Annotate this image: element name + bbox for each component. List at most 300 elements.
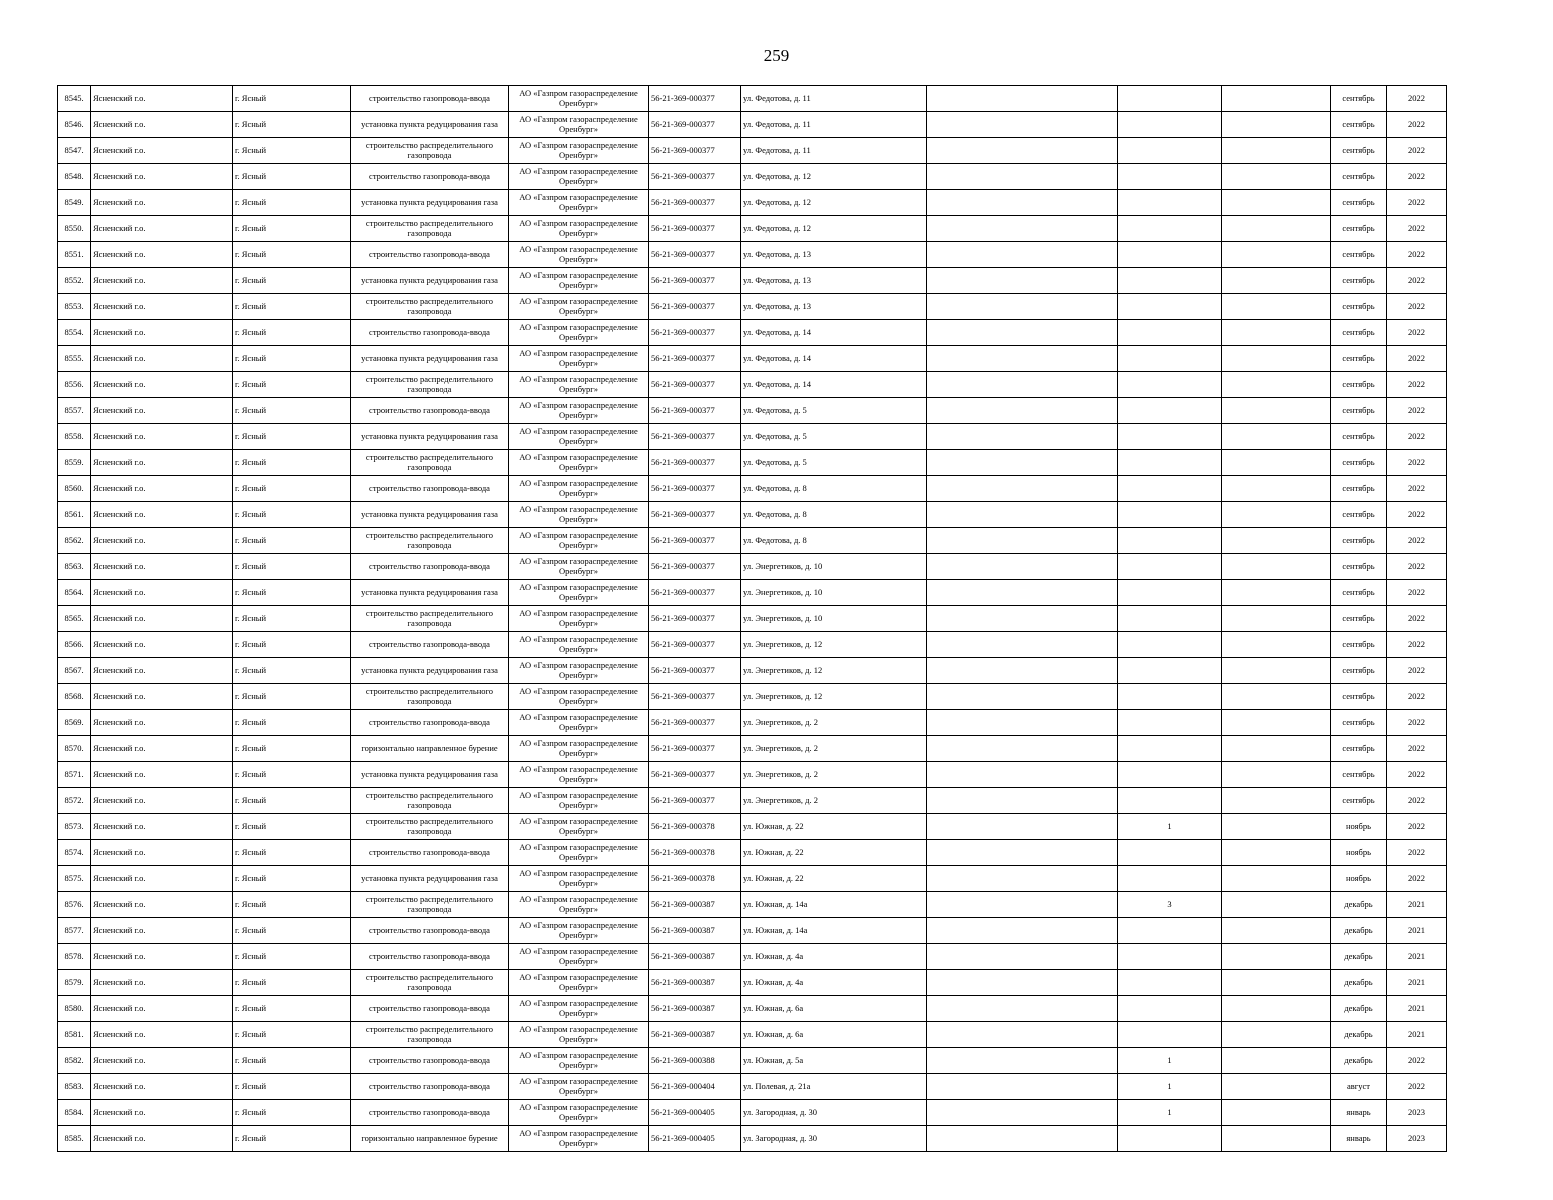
count-cell <box>1118 216 1222 242</box>
table-row <box>58 372 1447 398</box>
registration-number-cell: 56-21-369-000377 <box>649 242 741 268</box>
city-cell: г. Ясный <box>233 164 351 190</box>
empty-cell <box>927 892 1118 918</box>
address-cell: ул. Федотова, д. 5 <box>741 424 927 450</box>
count-cell: 1 <box>1118 1074 1222 1100</box>
row-number-cell: 8569. <box>58 710 91 736</box>
year-cell: 2022 <box>1387 346 1447 372</box>
address-cell: ул. Федотова, д. 12 <box>741 216 927 242</box>
organization-cell: АО «Газпром газораспределение Оренбург» <box>509 814 649 840</box>
month-cell: сентябрь <box>1331 424 1387 450</box>
page-number: 259 <box>763 46 790 65</box>
year-cell: 2022 <box>1387 554 1447 580</box>
organization-cell: АО «Газпром газораспределение Оренбург» <box>509 294 649 320</box>
year-cell: 2022 <box>1387 424 1447 450</box>
city-cell: г. Ясный <box>233 346 351 372</box>
table-row <box>58 346 1447 372</box>
organization-cell: АО «Газпром газораспределение Оренбург» <box>509 528 649 554</box>
year-cell: 2021 <box>1387 996 1447 1022</box>
district-cell: Ясненский г.о. <box>91 424 233 450</box>
table-row <box>58 580 1447 606</box>
empty-cell <box>1222 424 1331 450</box>
organization-cell: АО «Газпром газораспределение Оренбург» <box>509 398 649 424</box>
work-type-cell: строительство газопровода-ввода <box>351 1048 509 1074</box>
year-cell: 2021 <box>1387 1022 1447 1048</box>
address-cell: ул. Федотова, д. 12 <box>741 190 927 216</box>
row-number-cell: 8570. <box>58 736 91 762</box>
registration-number-cell: 56-21-369-000377 <box>649 320 741 346</box>
organization-cell: АО «Газпром газораспределение Оренбург» <box>509 268 649 294</box>
address-cell: ул. Южная, д. 6а <box>741 996 927 1022</box>
empty-cell <box>927 554 1118 580</box>
organization-cell: АО «Газпром газораспределение Оренбург» <box>509 450 649 476</box>
table-row <box>58 216 1447 242</box>
table-row <box>58 814 1447 840</box>
year-cell: 2022 <box>1387 476 1447 502</box>
organization-cell: АО «Газпром газораспределение Оренбург» <box>509 1126 649 1152</box>
empty-cell <box>1222 918 1331 944</box>
month-cell: август <box>1331 1074 1387 1100</box>
registration-number-cell: 56-21-369-000377 <box>649 86 741 112</box>
table-row <box>58 164 1447 190</box>
count-cell <box>1118 580 1222 606</box>
registration-number-cell: 56-21-369-000387 <box>649 944 741 970</box>
district-cell: Ясненский г.о. <box>91 1022 233 1048</box>
empty-cell <box>1222 632 1331 658</box>
work-type-cell: установка пункта редуцирования газа <box>351 424 509 450</box>
count-cell: 3 <box>1118 892 1222 918</box>
district-cell: Ясненский г.о. <box>91 684 233 710</box>
count-cell <box>1118 190 1222 216</box>
address-cell: ул. Федотова, д. 5 <box>741 398 927 424</box>
work-type-cell: установка пункта редуцирования газа <box>351 762 509 788</box>
organization-cell: АО «Газпром газораспределение Оренбург» <box>509 996 649 1022</box>
city-cell: г. Ясный <box>233 1022 351 1048</box>
work-type-cell: строительство газопровода-ввода <box>351 476 509 502</box>
year-cell: 2022 <box>1387 86 1447 112</box>
table-row <box>58 632 1447 658</box>
empty-cell <box>1222 476 1331 502</box>
row-number-cell: 8548. <box>58 164 91 190</box>
month-cell: сентябрь <box>1331 788 1387 814</box>
address-cell: ул. Энергетиков, д. 10 <box>741 580 927 606</box>
empty-cell <box>927 1048 1118 1074</box>
district-cell: Ясненский г.о. <box>91 346 233 372</box>
empty-cell <box>1222 346 1331 372</box>
organization-cell: АО «Газпром газораспределение Оренбург» <box>509 372 649 398</box>
year-cell: 2023 <box>1387 1100 1447 1126</box>
empty-cell <box>927 190 1118 216</box>
address-cell: ул. Федотова, д. 8 <box>741 528 927 554</box>
month-cell: сентябрь <box>1331 762 1387 788</box>
district-cell: Ясненский г.о. <box>91 762 233 788</box>
organization-cell: АО «Газпром газораспределение Оренбург» <box>509 710 649 736</box>
count-cell <box>1118 684 1222 710</box>
registration-number-cell: 56-21-369-000377 <box>649 268 741 294</box>
city-cell: г. Ясный <box>233 866 351 892</box>
work-type-cell: горизонтально направленное бурение <box>351 736 509 762</box>
district-cell: Ясненский г.о. <box>91 1048 233 1074</box>
month-cell: ноябрь <box>1331 866 1387 892</box>
empty-cell <box>1222 554 1331 580</box>
year-cell: 2022 <box>1387 320 1447 346</box>
city-cell: г. Ясный <box>233 1048 351 1074</box>
table-row <box>58 944 1447 970</box>
empty-cell <box>1222 320 1331 346</box>
district-cell: Ясненский г.о. <box>91 866 233 892</box>
city-cell: г. Ясный <box>233 658 351 684</box>
district-cell: Ясненский г.о. <box>91 814 233 840</box>
row-number-cell: 8553. <box>58 294 91 320</box>
organization-cell: АО «Газпром газораспределение Оренбург» <box>509 502 649 528</box>
empty-cell <box>927 242 1118 268</box>
row-number-cell: 8564. <box>58 580 91 606</box>
registration-number-cell: 56-21-369-000377 <box>649 346 741 372</box>
registration-number-cell: 56-21-369-000405 <box>649 1126 741 1152</box>
row-number-cell: 8571. <box>58 762 91 788</box>
row-number-cell: 8560. <box>58 476 91 502</box>
table-body <box>58 86 1447 1152</box>
address-cell: ул. Загородная, д. 30 <box>741 1126 927 1152</box>
address-cell: ул. Федотова, д. 11 <box>741 86 927 112</box>
city-cell: г. Ясный <box>233 398 351 424</box>
empty-cell <box>1222 372 1331 398</box>
empty-cell <box>1222 970 1331 996</box>
year-cell: 2021 <box>1387 892 1447 918</box>
row-number-cell: 8574. <box>58 840 91 866</box>
work-type-cell: строительство распределительного газопровода <box>351 528 509 554</box>
count-cell <box>1118 268 1222 294</box>
organization-cell: АО «Газпром газораспределение Оренбург» <box>509 190 649 216</box>
year-cell: 2022 <box>1387 710 1447 736</box>
organization-cell: АО «Газпром газораспределение Оренбург» <box>509 762 649 788</box>
row-number-cell: 8551. <box>58 242 91 268</box>
month-cell: сентябрь <box>1331 398 1387 424</box>
registration-number-cell: 56-21-369-000377 <box>649 684 741 710</box>
city-cell: г. Ясный <box>233 450 351 476</box>
month-cell: январь <box>1331 1126 1387 1152</box>
registration-number-cell: 56-21-369-000377 <box>649 554 741 580</box>
month-cell: декабрь <box>1331 970 1387 996</box>
organization-cell: АО «Газпром газораспределение Оренбург» <box>509 736 649 762</box>
empty-cell <box>927 814 1118 840</box>
year-cell: 2023 <box>1387 1126 1447 1152</box>
count-cell <box>1118 138 1222 164</box>
table-row <box>58 970 1447 996</box>
year-cell: 2022 <box>1387 190 1447 216</box>
year-cell: 2022 <box>1387 1048 1447 1074</box>
empty-cell <box>1222 788 1331 814</box>
table-row <box>58 86 1447 112</box>
count-cell <box>1118 476 1222 502</box>
work-type-cell: установка пункта редуцирования газа <box>351 866 509 892</box>
empty-cell <box>927 294 1118 320</box>
count-cell <box>1118 918 1222 944</box>
registration-number-cell: 56-21-369-000377 <box>649 606 741 632</box>
count-cell <box>1118 944 1222 970</box>
organization-cell: АО «Газпром газораспределение Оренбург» <box>509 346 649 372</box>
organization-cell: АО «Газпром газораспределение Оренбург» <box>509 658 649 684</box>
month-cell: ноябрь <box>1331 840 1387 866</box>
organization-cell: АО «Газпром газораспределение Оренбург» <box>509 476 649 502</box>
empty-cell <box>1222 242 1331 268</box>
empty-cell <box>927 424 1118 450</box>
address-cell: ул. Федотова, д. 5 <box>741 450 927 476</box>
district-cell: Ясненский г.о. <box>91 112 233 138</box>
district-cell: Ясненский г.о. <box>91 164 233 190</box>
registration-number-cell: 56-21-369-000377 <box>649 138 741 164</box>
count-cell <box>1118 242 1222 268</box>
month-cell: сентябрь <box>1331 372 1387 398</box>
city-cell: г. Ясный <box>233 502 351 528</box>
month-cell: сентябрь <box>1331 684 1387 710</box>
organization-cell: АО «Газпром газораспределение Оренбург» <box>509 1074 649 1100</box>
row-number-cell: 8563. <box>58 554 91 580</box>
district-cell: Ясненский г.о. <box>91 996 233 1022</box>
count-cell <box>1118 372 1222 398</box>
table-row <box>58 476 1447 502</box>
row-number-cell: 8547. <box>58 138 91 164</box>
address-cell: ул. Энергетиков, д. 2 <box>741 788 927 814</box>
district-cell: Ясненский г.о. <box>91 528 233 554</box>
work-type-cell: строительство распределительного газопровода <box>351 606 509 632</box>
table-row <box>58 242 1447 268</box>
row-number-cell: 8581. <box>58 1022 91 1048</box>
registration-number-cell: 56-21-369-000378 <box>649 840 741 866</box>
registration-number-cell: 56-21-369-000377 <box>649 710 741 736</box>
count-cell: 1 <box>1118 1048 1222 1074</box>
empty-cell <box>927 398 1118 424</box>
organization-cell: АО «Газпром газораспределение Оренбург» <box>509 970 649 996</box>
registration-number-cell: 56-21-369-000377 <box>649 398 741 424</box>
organization-cell: АО «Газпром газораспределение Оренбург» <box>509 944 649 970</box>
month-cell: сентябрь <box>1331 736 1387 762</box>
address-cell: ул. Энергетиков, д. 12 <box>741 684 927 710</box>
month-cell: сентябрь <box>1331 294 1387 320</box>
city-cell: г. Ясный <box>233 216 351 242</box>
address-cell: ул. Энергетиков, д. 2 <box>741 736 927 762</box>
empty-cell <box>1222 1126 1331 1152</box>
city-cell: г. Ясный <box>233 814 351 840</box>
district-cell: Ясненский г.о. <box>91 736 233 762</box>
organization-cell: АО «Газпром газораспределение Оренбург» <box>509 554 649 580</box>
registration-number-cell: 56-21-369-000377 <box>649 164 741 190</box>
district-cell: Ясненский г.о. <box>91 840 233 866</box>
district-cell: Ясненский г.о. <box>91 970 233 996</box>
organization-cell: АО «Газпром газораспределение Оренбург» <box>509 164 649 190</box>
district-cell: Ясненский г.о. <box>91 892 233 918</box>
work-type-cell: строительство распределительного газопровода <box>351 450 509 476</box>
row-number-cell: 8558. <box>58 424 91 450</box>
month-cell: сентябрь <box>1331 710 1387 736</box>
registration-number-cell: 56-21-369-000405 <box>649 1100 741 1126</box>
city-cell: г. Ясный <box>233 944 351 970</box>
year-cell: 2022 <box>1387 580 1447 606</box>
row-number-cell: 8557. <box>58 398 91 424</box>
table-row <box>58 684 1447 710</box>
row-number-cell: 8583. <box>58 1074 91 1100</box>
table-row <box>58 554 1447 580</box>
registration-number-cell: 56-21-369-000378 <box>649 814 741 840</box>
month-cell: сентябрь <box>1331 320 1387 346</box>
registration-number-cell: 56-21-369-000378 <box>649 866 741 892</box>
table-row <box>58 138 1447 164</box>
month-cell: сентябрь <box>1331 216 1387 242</box>
work-type-cell: установка пункта редуцирования газа <box>351 346 509 372</box>
district-cell: Ясненский г.о. <box>91 320 233 346</box>
year-cell: 2022 <box>1387 450 1447 476</box>
organization-cell: АО «Газпром газораспределение Оренбург» <box>509 1100 649 1126</box>
address-cell: ул. Федотова, д. 8 <box>741 476 927 502</box>
registration-number-cell: 56-21-369-000377 <box>649 112 741 138</box>
district-cell: Ясненский г.о. <box>91 1074 233 1100</box>
empty-cell <box>1222 710 1331 736</box>
empty-cell <box>927 216 1118 242</box>
city-cell: г. Ясный <box>233 190 351 216</box>
count-cell: 1 <box>1118 1100 1222 1126</box>
table-row <box>58 866 1447 892</box>
work-type-cell: строительство распределительного газопровода <box>351 684 509 710</box>
year-cell: 2022 <box>1387 762 1447 788</box>
work-type-cell: строительство газопровода-ввода <box>351 944 509 970</box>
table-row <box>58 710 1447 736</box>
year-cell: 2022 <box>1387 502 1447 528</box>
district-cell: Ясненский г.о. <box>91 216 233 242</box>
city-cell: г. Ясный <box>233 632 351 658</box>
year-cell: 2022 <box>1387 736 1447 762</box>
organization-cell: АО «Газпром газораспределение Оренбург» <box>509 320 649 346</box>
organization-cell: АО «Газпром газораспределение Оренбург» <box>509 1022 649 1048</box>
table-row <box>58 502 1447 528</box>
district-cell: Ясненский г.о. <box>91 944 233 970</box>
empty-cell <box>1222 1048 1331 1074</box>
district-cell: Ясненский г.о. <box>91 138 233 164</box>
count-cell <box>1118 788 1222 814</box>
table-row <box>58 294 1447 320</box>
city-cell: г. Ясный <box>233 996 351 1022</box>
district-cell: Ясненский г.о. <box>91 710 233 736</box>
month-cell: сентябрь <box>1331 138 1387 164</box>
table-row <box>58 918 1447 944</box>
year-cell: 2022 <box>1387 294 1447 320</box>
month-cell: сентябрь <box>1331 658 1387 684</box>
count-cell <box>1118 450 1222 476</box>
month-cell: сентябрь <box>1331 242 1387 268</box>
work-type-cell: строительство газопровода-ввода <box>351 398 509 424</box>
year-cell: 2022 <box>1387 814 1447 840</box>
row-number-cell: 8584. <box>58 1100 91 1126</box>
empty-cell <box>927 528 1118 554</box>
month-cell: сентябрь <box>1331 450 1387 476</box>
address-cell: ул. Южная, д. 6а <box>741 1022 927 1048</box>
address-cell: ул. Южная, д. 22 <box>741 814 927 840</box>
table-row <box>58 112 1447 138</box>
address-cell: ул. Полевая, д. 21а <box>741 1074 927 1100</box>
address-cell: ул. Федотова, д. 13 <box>741 242 927 268</box>
registration-number-cell: 56-21-369-000377 <box>649 372 741 398</box>
empty-cell <box>1222 1100 1331 1126</box>
empty-cell <box>927 346 1118 372</box>
year-cell: 2022 <box>1387 866 1447 892</box>
address-cell: ул. Южная, д. 22 <box>741 840 927 866</box>
empty-cell <box>1222 398 1331 424</box>
district-cell: Ясненский г.о. <box>91 450 233 476</box>
registration-number-cell: 56-21-369-000377 <box>649 216 741 242</box>
month-cell: сентябрь <box>1331 528 1387 554</box>
table-row <box>58 996 1447 1022</box>
month-cell: ноябрь <box>1331 814 1387 840</box>
work-type-cell: строительство газопровода-ввода <box>351 918 509 944</box>
empty-cell <box>1222 112 1331 138</box>
count-cell <box>1118 502 1222 528</box>
address-cell: ул. Федотова, д. 14 <box>741 346 927 372</box>
address-cell: ул. Федотова, д. 11 <box>741 138 927 164</box>
empty-cell <box>1222 190 1331 216</box>
empty-cell <box>927 1100 1118 1126</box>
registration-number-cell: 56-21-369-000387 <box>649 1022 741 1048</box>
empty-cell <box>1222 1074 1331 1100</box>
table-row <box>58 892 1447 918</box>
empty-cell <box>1222 762 1331 788</box>
empty-cell <box>927 840 1118 866</box>
registration-number-cell: 56-21-369-000377 <box>649 762 741 788</box>
count-cell <box>1118 528 1222 554</box>
count-cell <box>1118 736 1222 762</box>
work-type-cell: установка пункта редуцирования газа <box>351 658 509 684</box>
organization-cell: АО «Газпром газораспределение Оренбург» <box>509 112 649 138</box>
work-type-cell: установка пункта редуцирования газа <box>351 268 509 294</box>
registration-number-cell: 56-21-369-000377 <box>649 528 741 554</box>
year-cell: 2022 <box>1387 1074 1447 1100</box>
city-cell: г. Ясный <box>233 606 351 632</box>
address-cell: ул. Энергетиков, д. 12 <box>741 658 927 684</box>
empty-cell <box>927 502 1118 528</box>
district-cell: Ясненский г.о. <box>91 580 233 606</box>
year-cell: 2021 <box>1387 918 1447 944</box>
count-cell <box>1118 1022 1222 1048</box>
year-cell: 2022 <box>1387 658 1447 684</box>
organization-cell: АО «Газпром газораспределение Оренбург» <box>509 632 649 658</box>
registration-number-cell: 56-21-369-000377 <box>649 788 741 814</box>
empty-cell <box>927 996 1118 1022</box>
row-number-cell: 8573. <box>58 814 91 840</box>
city-cell: г. Ясный <box>233 1126 351 1152</box>
address-cell: ул. Южная, д. 14а <box>741 918 927 944</box>
address-cell: ул. Энергетиков, д. 2 <box>741 710 927 736</box>
organization-cell: АО «Газпром газораспределение Оренбург» <box>509 840 649 866</box>
year-cell: 2022 <box>1387 606 1447 632</box>
work-type-cell: строительство газопровода-ввода <box>351 632 509 658</box>
empty-cell <box>927 970 1118 996</box>
district-cell: Ясненский г.о. <box>91 606 233 632</box>
address-cell: ул. Энергетиков, д. 10 <box>741 606 927 632</box>
address-cell: ул. Федотова, д. 14 <box>741 320 927 346</box>
count-cell <box>1118 86 1222 112</box>
row-number-cell: 8566. <box>58 632 91 658</box>
address-cell: ул. Федотова, д. 8 <box>741 502 927 528</box>
table-row <box>58 840 1447 866</box>
registration-number-cell: 56-21-369-000377 <box>649 190 741 216</box>
empty-cell <box>927 580 1118 606</box>
table-row <box>58 606 1447 632</box>
district-cell: Ясненский г.о. <box>91 372 233 398</box>
city-cell: г. Ясный <box>233 86 351 112</box>
registration-number-cell: 56-21-369-000377 <box>649 580 741 606</box>
organization-cell: АО «Газпром газораспределение Оренбург» <box>509 580 649 606</box>
count-cell: 1 <box>1118 814 1222 840</box>
year-cell: 2022 <box>1387 788 1447 814</box>
address-cell: ул. Южная, д. 5а <box>741 1048 927 1074</box>
